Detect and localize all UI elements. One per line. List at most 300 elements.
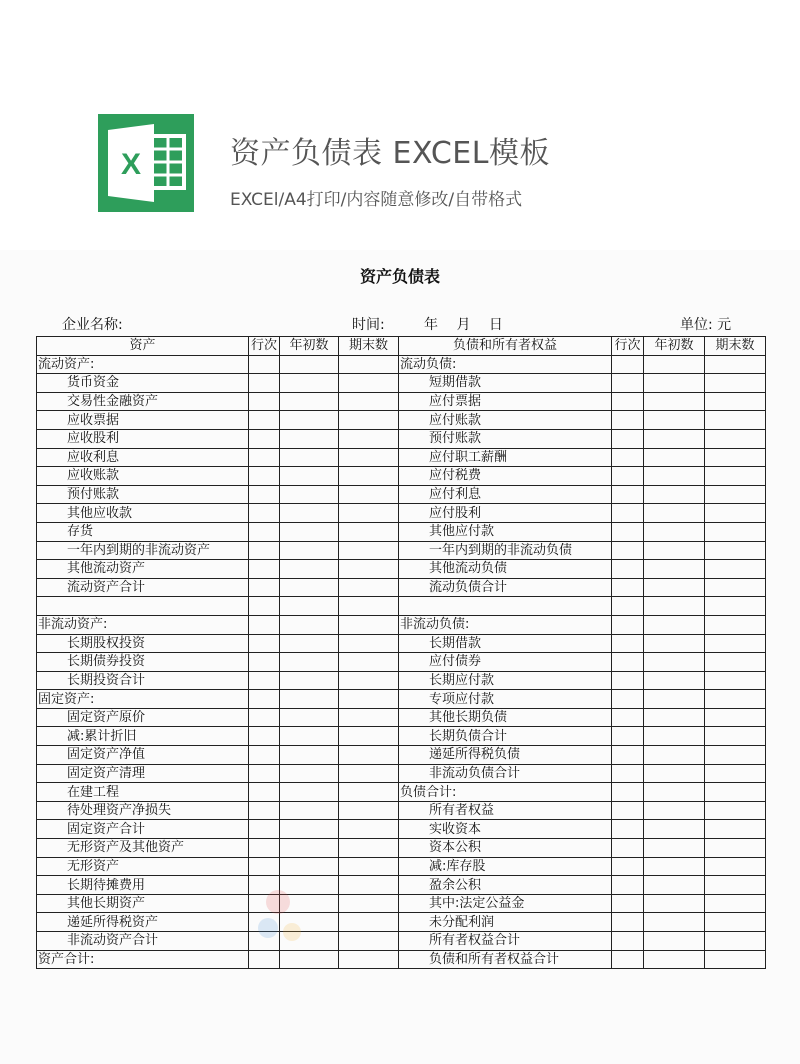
liability-line-no-cell[interactable] [612,653,644,672]
header-line-no-right: 行次 [612,337,644,356]
liability-line-no-cell[interactable] [612,560,644,579]
asset-line-no-cell[interactable] [249,708,280,727]
asset-opening-cell[interactable] [280,801,339,820]
unit-label [680,314,731,334]
liability-line-no-cell[interactable] [612,950,644,969]
table-body [37,355,766,969]
liability-item-cell[interactable]: 长期负债合计 [399,727,612,746]
asset-opening-cell[interactable] [280,764,339,783]
asset-item-cell[interactable]: 货币资金 [37,374,249,393]
liability-item-cell[interactable]: 其他长期负债 [399,708,612,727]
liability-opening-cell[interactable] [644,374,705,393]
liability-line-no-cell[interactable] [612,857,644,876]
liability-line-no-cell[interactable] [612,783,644,802]
table-row [37,690,766,709]
logo-letter: X [120,148,142,181]
asset-closing-cell[interactable] [339,894,399,913]
liability-line-no-cell[interactable] [612,671,644,690]
asset-closing-cell[interactable] [339,932,399,951]
liability-line-no-cell[interactable] [612,504,644,523]
liability-line-no-cell[interactable] [612,448,644,467]
asset-closing-cell[interactable] [339,876,399,895]
asset-item-cell[interactable]: 待处理资产净损失 [37,801,249,820]
asset-line-no-cell[interactable] [249,801,280,820]
hero-banner [0,0,800,250]
liability-line-no-cell[interactable] [612,690,644,709]
asset-line-no-cell[interactable] [249,560,280,579]
liability-item-cell[interactable]: 非流动负债合计 [399,764,612,783]
asset-closing-cell[interactable] [339,634,399,653]
liability-line-no-cell[interactable] [612,578,644,597]
asset-item-cell[interactable]: 预付账款 [37,485,249,504]
liability-line-no-cell[interactable] [612,820,644,839]
liability-item-cell[interactable]: 未分配利润 [399,913,612,932]
asset-opening-cell[interactable] [280,913,339,932]
liability-closing-cell[interactable] [705,467,766,486]
asset-opening-cell[interactable] [280,392,339,411]
liability-opening-cell[interactable] [644,727,705,746]
table-row [37,392,766,411]
asset-item-cell[interactable]: 其他流动资产 [37,560,249,579]
asset-opening-cell[interactable] [280,355,339,374]
liability-item-cell[interactable]: 流动负债: [399,355,612,374]
liability-item-cell[interactable]: 所有者权益合计 [399,932,612,951]
asset-opening-cell[interactable] [280,857,339,876]
liability-closing-cell[interactable] [705,708,766,727]
asset-item-cell[interactable]: 长期债券投资 [37,653,249,672]
liability-line-no-cell[interactable] [612,764,644,783]
asset-closing-cell[interactable] [339,467,399,486]
liability-opening-cell[interactable] [644,690,705,709]
asset-opening-cell[interactable] [280,597,339,616]
liability-item-cell[interactable]: 其中:法定公益金 [399,894,612,913]
liability-closing-cell[interactable] [705,448,766,467]
liability-item-cell[interactable]: 实收资本 [399,820,612,839]
liability-line-no-cell[interactable] [612,894,644,913]
asset-line-no-cell[interactable] [249,653,280,672]
asset-line-no-cell[interactable] [249,783,280,802]
table-row [37,783,766,802]
excel-logo-icon [98,114,194,212]
asset-item-cell[interactable]: 应收利息 [37,448,249,467]
asset-closing-cell[interactable] [339,615,399,634]
asset-line-no-cell[interactable] [249,932,280,951]
liability-opening-cell[interactable] [644,801,705,820]
asset-opening-cell[interactable] [280,746,339,765]
asset-closing-cell[interactable] [339,522,399,541]
asset-line-no-cell[interactable] [249,355,280,374]
liability-opening-cell[interactable] [644,671,705,690]
asset-closing-cell[interactable] [339,560,399,579]
liability-line-no-cell[interactable] [612,727,644,746]
asset-line-no-cell[interactable] [249,671,280,690]
header-opening-right: 年初数 [644,337,705,356]
liability-item-cell[interactable]: 应付票据 [399,392,612,411]
asset-item-cell[interactable]: 无形资产 [37,857,249,876]
liability-item-cell[interactable]: 专项应付款 [399,690,612,709]
asset-item-cell[interactable]: 流动资产合计 [37,578,249,597]
asset-item-cell[interactable]: 其他应收款 [37,504,249,523]
asset-item-cell[interactable]: 在建工程 [37,783,249,802]
asset-item-cell[interactable]: 固定资产净值 [37,746,249,765]
asset-closing-cell[interactable] [339,764,399,783]
liability-item-cell[interactable]: 应付利息 [399,485,612,504]
table-row [37,894,766,913]
liability-line-no-cell[interactable] [612,708,644,727]
liability-closing-cell[interactable] [705,653,766,672]
asset-closing-cell[interactable] [339,485,399,504]
asset-opening-cell[interactable] [280,374,339,393]
liability-opening-cell[interactable] [644,764,705,783]
asset-item-cell[interactable]: 应收票据 [37,411,249,430]
asset-line-no-cell[interactable] [249,876,280,895]
table-row [37,913,766,932]
asset-item-cell[interactable]: 其他长期资产 [37,894,249,913]
table-row [37,727,766,746]
asset-closing-cell[interactable] [339,411,399,430]
asset-opening-cell[interactable] [280,894,339,913]
liability-opening-cell[interactable] [644,653,705,672]
liability-closing-cell[interactable] [705,485,766,504]
asset-closing-cell[interactable] [339,913,399,932]
liability-closing-cell[interactable] [705,411,766,430]
asset-opening-cell[interactable] [280,690,339,709]
asset-line-no-cell[interactable] [249,839,280,858]
asset-item-cell[interactable]: 递延所得税资产 [37,913,249,932]
liability-item-cell[interactable]: 盈余公积 [399,876,612,895]
liability-line-no-cell[interactable] [612,485,644,504]
asset-item-cell[interactable]: 应收股利 [37,429,249,448]
asset-line-no-cell[interactable] [249,522,280,541]
liability-item-cell[interactable]: 其他流动负债 [399,560,612,579]
liability-item-cell[interactable]: 所有者权益 [399,801,612,820]
asset-item-cell[interactable]: 固定资产: [37,690,249,709]
liability-line-no-cell[interactable] [612,876,644,895]
liability-line-no-cell[interactable] [612,355,644,374]
asset-item-cell[interactable]: 一年内到期的非流动资产 [37,541,249,560]
liability-line-no-cell[interactable] [612,839,644,858]
liability-closing-cell[interactable] [705,578,766,597]
asset-item-cell[interactable]: 无形资产及其他资产 [37,839,249,858]
liability-opening-cell[interactable] [644,783,705,802]
asset-opening-cell[interactable] [280,839,339,858]
liability-closing-cell[interactable] [705,504,766,523]
asset-closing-cell[interactable] [339,746,399,765]
asset-closing-cell[interactable] [339,727,399,746]
liability-closing-cell[interactable] [705,429,766,448]
asset-closing-cell[interactable] [339,783,399,802]
asset-opening-cell[interactable] [280,634,339,653]
asset-line-no-cell[interactable] [249,504,280,523]
asset-line-no-cell[interactable] [249,634,280,653]
liability-closing-cell[interactable] [705,597,766,616]
table-row [37,634,766,653]
asset-line-no-cell[interactable] [249,429,280,448]
hero-title: 资产负债表 EXCEL模板 [230,136,550,171]
asset-line-no-cell[interactable] [249,467,280,486]
liability-closing-cell[interactable] [705,690,766,709]
liability-closing-cell[interactable] [705,783,766,802]
asset-closing-cell[interactable] [339,690,399,709]
liability-closing-cell[interactable] [705,374,766,393]
liability-opening-cell[interactable] [644,560,705,579]
liability-opening-cell[interactable] [644,876,705,895]
liability-item-cell[interactable]: 资本公积 [399,839,612,858]
asset-item-cell[interactable]: 非流动资产合计 [37,932,249,951]
liability-opening-cell[interactable] [644,578,705,597]
liability-opening-cell[interactable] [644,950,705,969]
asset-item-cell[interactable]: 流动资产: [37,355,249,374]
liability-closing-cell[interactable] [705,522,766,541]
table-row [37,932,766,951]
liability-item-cell[interactable]: 其他应付款 [399,522,612,541]
liability-item-cell[interactable]: 应付账款 [399,411,612,430]
header-assets: 资产 [37,337,249,356]
table-row [37,950,766,969]
liability-line-no-cell[interactable] [612,634,644,653]
asset-opening-cell[interactable] [280,615,339,634]
asset-closing-cell[interactable] [339,504,399,523]
liability-item-cell[interactable]: 预付账款 [399,429,612,448]
asset-item-cell[interactable]: 交易性金融资产 [37,392,249,411]
liability-closing-cell[interactable] [705,764,766,783]
table-row [37,671,766,690]
header-line-no: 行次 [249,337,280,356]
asset-opening-cell[interactable] [280,485,339,504]
asset-opening-cell[interactable] [280,950,339,969]
asset-item-cell[interactable]: 减:累计折旧 [37,727,249,746]
liability-closing-cell[interactable] [705,857,766,876]
asset-item-cell[interactable]: 固定资产合计 [37,820,249,839]
liability-opening-cell[interactable] [644,820,705,839]
asset-line-no-cell[interactable] [249,485,280,504]
liability-closing-cell[interactable] [705,615,766,634]
liability-item-cell[interactable]: 应付债券 [399,653,612,672]
liability-opening-cell[interactable] [644,541,705,560]
asset-item-cell[interactable]: 非流动资产: [37,615,249,634]
asset-line-no-cell[interactable] [249,541,280,560]
liability-item-cell[interactable] [399,597,612,616]
asset-line-no-cell[interactable] [249,857,280,876]
liability-closing-cell[interactable] [705,392,766,411]
asset-line-no-cell[interactable] [249,392,280,411]
liability-opening-cell[interactable] [644,913,705,932]
liability-opening-cell[interactable] [644,522,705,541]
liability-item-cell[interactable]: 应付税费 [399,467,612,486]
liability-closing-cell[interactable] [705,839,766,858]
asset-opening-cell[interactable] [280,578,339,597]
liability-opening-cell[interactable] [644,634,705,653]
asset-item-cell[interactable]: 长期待摊费用 [37,876,249,895]
liability-closing-cell[interactable] [705,950,766,969]
asset-line-no-cell[interactable] [249,727,280,746]
liability-item-cell[interactable]: 一年内到期的非流动负债 [399,541,612,560]
sheet-title: 资产负债表 [359,267,440,286]
table-row [37,504,766,523]
asset-line-no-cell[interactable] [249,913,280,932]
asset-item-cell[interactable]: 存货 [37,522,249,541]
liability-closing-cell[interactable] [705,634,766,653]
liability-closing-cell[interactable] [705,801,766,820]
liability-item-cell[interactable]: 流动负债合计 [399,578,612,597]
asset-line-no-cell[interactable] [249,690,280,709]
liability-item-cell[interactable]: 负债合计: [399,783,612,802]
liability-item-cell[interactable]: 应付股利 [399,504,612,523]
liability-opening-cell[interactable] [644,894,705,913]
liability-item-cell[interactable]: 长期应付款 [399,671,612,690]
asset-opening-cell[interactable] [280,671,339,690]
liability-opening-cell[interactable] [644,467,705,486]
liability-closing-cell[interactable] [705,727,766,746]
date-placeholder: 年 月 日 [424,317,503,333]
unit-label-text: 单位: [680,317,713,333]
liability-line-no-cell[interactable] [612,467,644,486]
liability-closing-cell[interactable] [705,876,766,895]
liability-line-no-cell[interactable] [612,932,644,951]
asset-line-no-cell[interactable] [249,597,280,616]
asset-opening-cell[interactable] [280,653,339,672]
table-row [37,653,766,672]
liability-closing-cell[interactable] [705,913,766,932]
liability-line-no-cell[interactable] [612,522,644,541]
liability-opening-cell[interactable] [644,857,705,876]
asset-closing-cell[interactable] [339,839,399,858]
asset-opening-cell[interactable] [280,932,339,951]
asset-closing-cell[interactable] [339,374,399,393]
asset-closing-cell[interactable] [339,857,399,876]
liability-item-cell[interactable]: 短期借款 [399,374,612,393]
asset-line-no-cell[interactable] [249,950,280,969]
asset-opening-cell[interactable] [280,522,339,541]
asset-line-no-cell[interactable] [249,615,280,634]
asset-opening-cell[interactable] [280,411,339,430]
asset-closing-cell[interactable] [339,950,399,969]
liability-closing-cell[interactable] [705,671,766,690]
liability-opening-cell[interactable] [644,355,705,374]
asset-line-no-cell[interactable] [249,764,280,783]
hero-subtitle: EXCEl/A4打印/内容随意修改/自带格式 [230,190,523,210]
asset-item-cell[interactable]: 长期投资合计 [37,671,249,690]
asset-closing-cell[interactable] [339,653,399,672]
asset-closing-cell[interactable] [339,429,399,448]
liability-closing-cell[interactable] [705,932,766,951]
liability-line-no-cell[interactable] [612,597,644,616]
asset-item-cell[interactable] [37,597,249,616]
liability-line-no-cell[interactable] [612,913,644,932]
asset-opening-cell[interactable] [280,560,339,579]
asset-line-no-cell[interactable] [249,578,280,597]
asset-opening-cell[interactable] [280,448,339,467]
liability-item-cell[interactable]: 递延所得税负债 [399,746,612,765]
asset-closing-cell[interactable] [339,392,399,411]
asset-closing-cell[interactable] [339,578,399,597]
liability-opening-cell[interactable] [644,429,705,448]
liability-opening-cell[interactable] [644,485,705,504]
asset-item-cell[interactable]: 固定资产原价 [37,708,249,727]
asset-opening-cell[interactable] [280,504,339,523]
liability-line-no-cell[interactable] [612,411,644,430]
asset-closing-cell[interactable] [339,597,399,616]
asset-opening-cell[interactable] [280,541,339,560]
asset-closing-cell[interactable] [339,448,399,467]
liability-closing-cell[interactable] [705,820,766,839]
liability-item-cell[interactable]: 负债和所有者权益合计 [399,950,612,969]
asset-opening-cell[interactable] [280,708,339,727]
table-row [37,857,766,876]
liability-closing-cell[interactable] [705,746,766,765]
asset-opening-cell[interactable] [280,783,339,802]
liability-opening-cell[interactable] [644,839,705,858]
liability-opening-cell[interactable] [644,615,705,634]
liability-line-no-cell[interactable] [612,615,644,634]
asset-opening-cell[interactable] [280,876,339,895]
liability-line-no-cell[interactable] [612,429,644,448]
liability-opening-cell[interactable] [644,448,705,467]
liability-item-cell[interactable]: 应付职工薪酬 [399,448,612,467]
asset-closing-cell[interactable] [339,671,399,690]
asset-closing-cell[interactable] [339,708,399,727]
table-row [37,374,766,393]
asset-closing-cell[interactable] [339,801,399,820]
asset-item-cell[interactable]: 资产合计: [37,950,249,969]
liability-item-cell[interactable]: 非流动负债: [399,615,612,634]
liability-opening-cell[interactable] [644,932,705,951]
liability-closing-cell[interactable] [705,355,766,374]
table-row [37,615,766,634]
asset-closing-cell[interactable] [339,355,399,374]
asset-line-no-cell[interactable] [249,411,280,430]
liability-line-no-cell[interactable] [612,374,644,393]
liability-closing-cell[interactable] [705,894,766,913]
liability-opening-cell[interactable] [644,504,705,523]
asset-line-no-cell[interactable] [249,448,280,467]
asset-closing-cell[interactable] [339,820,399,839]
liability-opening-cell[interactable] [644,746,705,765]
header-opening: 年初数 [280,337,339,356]
liability-line-no-cell[interactable] [612,746,644,765]
liability-line-no-cell[interactable] [612,541,644,560]
asset-closing-cell[interactable] [339,541,399,560]
liability-closing-cell[interactable] [705,560,766,579]
table-row [37,522,766,541]
liability-item-cell[interactable]: 减:库存股 [399,857,612,876]
asset-line-no-cell[interactable] [249,820,280,839]
liability-opening-cell[interactable] [644,708,705,727]
table-row [37,485,766,504]
asset-line-no-cell[interactable] [249,894,280,913]
asset-opening-cell[interactable] [280,429,339,448]
asset-opening-cell[interactable] [280,820,339,839]
asset-line-no-cell[interactable] [249,746,280,765]
asset-item-cell[interactable]: 应收账款 [37,467,249,486]
liability-opening-cell[interactable] [644,597,705,616]
table-row [37,876,766,895]
liability-line-no-cell[interactable] [612,392,644,411]
table-row [37,560,766,579]
liability-line-no-cell[interactable] [612,801,644,820]
asset-opening-cell[interactable] [280,467,339,486]
asset-item-cell[interactable]: 固定资产清理 [37,764,249,783]
asset-item-cell[interactable]: 长期股权投资 [37,634,249,653]
liability-opening-cell[interactable] [644,411,705,430]
liability-closing-cell[interactable] [705,541,766,560]
table-row [37,467,766,486]
liability-opening-cell[interactable] [644,392,705,411]
time-label: 时间: [352,317,385,333]
liability-item-cell[interactable]: 长期借款 [399,634,612,653]
asset-opening-cell[interactable] [280,727,339,746]
asset-line-no-cell[interactable] [249,374,280,393]
